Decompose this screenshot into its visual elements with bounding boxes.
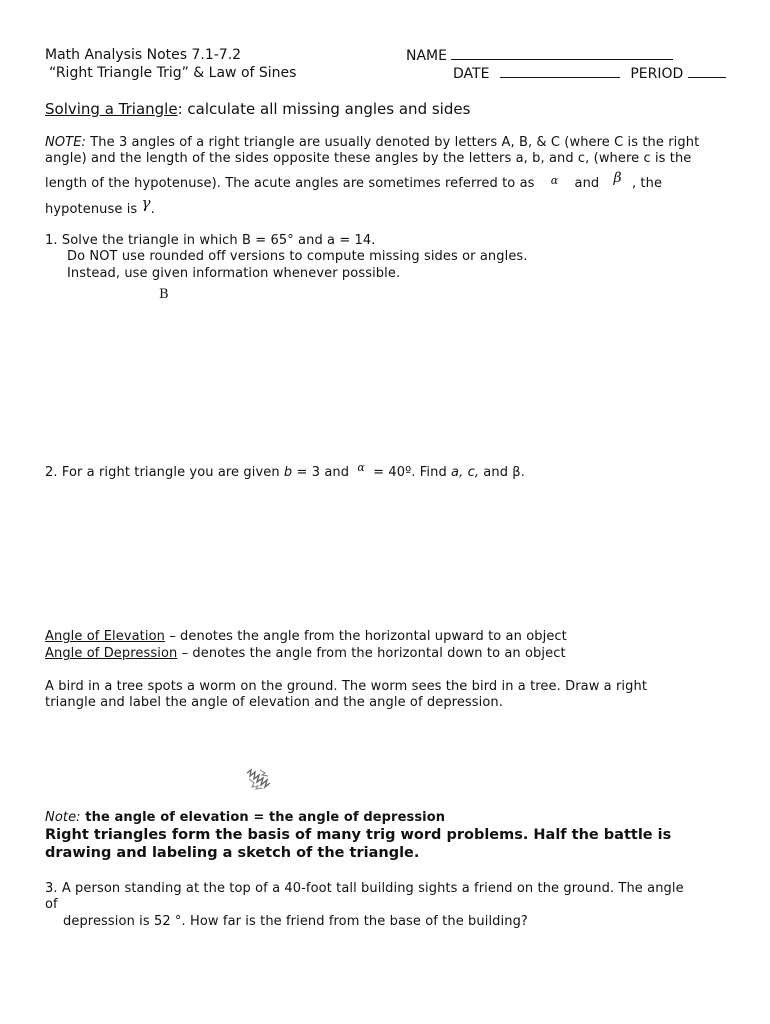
problem2-text-2: = 3 and xyxy=(292,465,354,480)
solving-heading-term: Solving a Triangle xyxy=(45,100,178,118)
solving-heading xyxy=(45,100,470,118)
date-period-row xyxy=(453,65,726,82)
depression-term: Angle of Depression xyxy=(45,646,178,661)
problem2-text-3: = 40º. Find xyxy=(368,465,452,480)
note-line-3 xyxy=(45,170,663,191)
note-text-4a: hypotenuse is xyxy=(45,202,138,217)
date-blank[interactable] xyxy=(500,65,620,78)
note-line-4 xyxy=(45,194,155,217)
problem2-var-b: b xyxy=(283,465,293,480)
problem3-line-2: of xyxy=(45,897,58,912)
note-and: and xyxy=(574,176,600,191)
problem1-line-1: 1. Solve the triangle in which B = 65° and a = 14. xyxy=(45,233,376,248)
elevation-definition xyxy=(45,629,567,644)
bird-line-2: triangle and label the angle of elevation and the angle of depression. xyxy=(45,695,504,710)
problem2-line xyxy=(45,461,525,480)
period-label: PERIOD xyxy=(630,66,684,82)
problem2-var-a: a, xyxy=(451,465,464,480)
problem3-line-3: depression is 52 °. How far is the friend from the base of the building? xyxy=(63,914,528,929)
course-subtitle: “Right Triangle Trig” & Law of Sines xyxy=(49,65,297,81)
equality-note-text: the angle of elevation = the angle of depression xyxy=(80,810,446,825)
note-text-3a: length of the hypotenuse). The acute angles are sometimes referred to as xyxy=(45,176,535,191)
problem2-text-1: 2. For a right triangle you are given xyxy=(45,465,284,480)
problem2-alpha-symbol: α xyxy=(357,461,365,474)
gamma-symbol: γ xyxy=(141,194,151,212)
course-title: Math Analysis Notes 7.1-7.2 xyxy=(45,47,242,63)
problem2-var-c: c, xyxy=(467,465,480,480)
note-line-2: angle) and the length of the sides opposite these angles by the letters a, b, and c, (where c is the xyxy=(45,151,692,166)
name-row xyxy=(406,47,673,64)
vertex-b-label: B xyxy=(159,287,169,302)
name-blank[interactable] xyxy=(451,47,673,60)
problem1-line-2: Do NOT use rounded off versions to compute missing sides or angles. xyxy=(67,249,528,264)
equality-note xyxy=(45,810,445,825)
name-label: NAME xyxy=(406,48,447,64)
problem2-text-4: and β. xyxy=(479,465,525,480)
beta-symbol: β xyxy=(613,170,622,186)
scribble-graphic xyxy=(245,767,273,791)
note-text-4b: . xyxy=(150,202,155,217)
period-blank[interactable] xyxy=(688,65,726,78)
note-line-1 xyxy=(45,135,699,150)
date-label: DATE xyxy=(453,66,490,82)
elevation-term: Angle of Elevation xyxy=(45,629,165,644)
note-text-3b: , the xyxy=(631,176,663,191)
depression-def: – denotes the angle from the horizontal down to an object xyxy=(177,646,566,661)
problem3-line-1: 3. A person standing at the top of a 40-foot tall building sights a friend on the ground. The angle xyxy=(45,881,684,896)
equality-note-label: Note: xyxy=(45,810,81,825)
note-text-1: The 3 angles of a right triangle are usually denoted by letters A, B, & C (where C is the right xyxy=(86,135,700,150)
solving-heading-rest: : calculate all missing angles and sides xyxy=(177,100,471,118)
bird-line-1: A bird in a tree spots a worm on the ground. The worm sees the bird in a tree. Draw a right xyxy=(45,679,648,694)
elevation-def: – denotes the angle from the horizontal upward to an object xyxy=(164,629,567,644)
bold-line-1: Right triangles form the basis of many trig word problems. Half the battle is xyxy=(45,827,672,843)
note-label: NOTE: xyxy=(45,135,86,150)
depression-definition xyxy=(45,646,566,661)
alpha-symbol: α xyxy=(550,174,559,187)
bold-line-2: drawing and labeling a sketch of the triangle. xyxy=(45,845,420,861)
problem1-line-3: Instead, use given information whenever possible. xyxy=(67,266,401,281)
